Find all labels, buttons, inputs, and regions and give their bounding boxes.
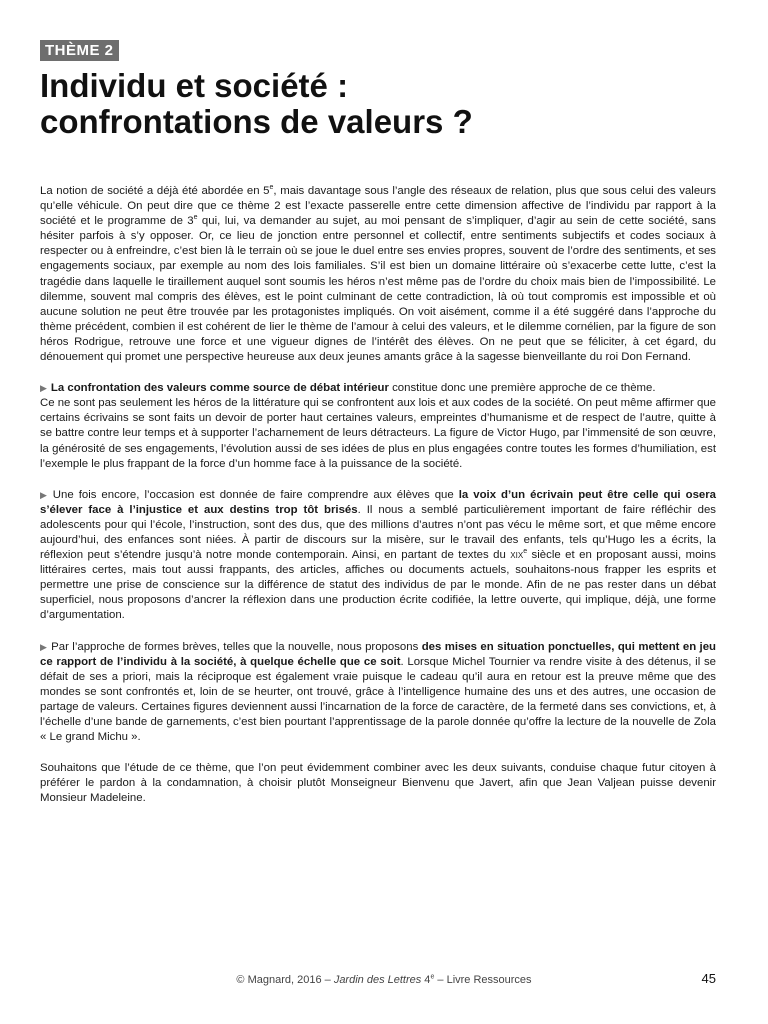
triangle-right-icon: ▶ [40,383,47,394]
superscript: e [193,214,198,222]
paragraph-voice [40,488,716,624]
superscript: e [269,184,274,192]
paragraph-short-forms [40,640,716,746]
paragraph-text: Souhaitons que l’étude de ce thème, que l’on peut évidemment combiner avec les deux suivants, conduise chaque futur citoyen à préférer le pardon à la condamnation, à choisir plutôt Monseigneur Bienvenu que Javert, afin que Jean Valjean puisse devenir Monsieur Madeleine. [40,762,716,805]
paragraph-text: siècle et en proposant aussi, moins littéraires certes, mais tout aussi frappants, des articles, affiches ou documents actuels, souhaitons-nous frapper les esprits et permettre une prise de conscience sur la différence de statut des individus de par le monde. Afin de ne pas rester dans un débat superficiel, nous proposons d’ancrer la réflexion dans une production écrite codifiée, la lettre ouverte, qui implique, déjà, une forme d’argumentation. [40,549,716,622]
paragraph-text: Par l’approche de formes brèves, telles que la nouvelle, nous proposons [51,640,422,653]
footer-credit [0,974,768,986]
intro-text: La notion de société a déjà été abordée en 5 [40,185,270,197]
paragraph-confrontation [40,381,716,396]
paragraph-text: constitue donc une première approche de ce thème. [388,382,656,395]
footer-rest: – Livre Ressources [434,974,532,986]
bold-phrase: La confrontation des valeurs comme source de débat intérieur [50,382,389,395]
bold-phrase: des mises en situation ponctuelles, qui mettent en jeu ce rapport de l’individu à la société, à quelque échelle que ce soit [40,640,717,668]
page-number: 45 [701,971,716,986]
paragraph-writers [40,396,716,471]
copyright-text: © Magnard, 2016 – [236,974,334,986]
superscript: e [523,548,528,556]
paragraph-text: Ce ne sont pas seulement les héros de la littérature qui se confrontent aux lois et aux codes de la société. On peut même affirmer que certains écrivains se sont faits un devoir de porter haut certaines valeurs, empreintes d’humanisme et de respect de l’autre, quitte à se battre contre leur temps et à supporter l’acharnement de leurs détracteurs. La figure de Victor Hugo, par l’immensité de son œuvre, la générosité de ses engagements, l’évolution aussi de ses idées de plus en plus engagées contre toutes les formes d’humiliation, est l’exemple le plus frappant de la force d’un homme face à la puissance de la société. [40,397,717,470]
paragraph-conclusion [40,761,716,806]
title-line-1: Individu et société : [40,67,349,104]
triangle-right-icon: ▶ [40,489,49,500]
paragraph-text: . Il nous a semblé particulièrement important de faire réfléchir des adolescents pour qui l’école, l’instruction, sont des dus, que des millions d’autres n’ont pas vécu le même sort, et que même encore aujourd’hui, des enfances sont niées. À partir de discours sur la misère, sur le travail des enfants, tels qu’Hugo les a écrits, la réflexion peut s’étendre jusqu’à notre monde contemporain. Ainsi, en partant de textes du [40,503,716,562]
page-title [40,68,730,140]
level-text: 4 [421,974,431,986]
superscript: e [430,973,435,981]
paragraph-text: . Lorsque Michel Tournier va rendre visite à des détenus, il se défait de ses a priori, mais la réciproque est également vraie puisque le cadeau qu’il aura en retour est la preuve même que des mondes se sont confrontés et, loin de se heurter, ont trouvé, grâce à l’intelligence humaine des uns et des autres, une occasion de partage de valeurs. Certaines figures deviennent aussi l’incarnation de la force de caractère, de la fermeté dans ses convictions, et, à l’échelle d’une bande de garnements, c’est bien pourtant l’apprentissage de la parole donnée qu’offre la lecture de la nouvelle de Zola « Le grand Michu ». [40,655,716,744]
intro-paragraph [40,184,716,365]
bold-phrase: la voix d’un écrivain peut être celle qui osera s’élever face à l’injustice et aux destins trop tôt brisés [40,488,717,516]
paragraph-text: Une fois encore, l’occasion est donnée de faire comprendre aux élèves que [52,488,459,501]
theme-tag: THÈME 2 [40,40,119,61]
century-numeral: XIX [510,551,524,561]
body-text [40,184,716,806]
title-line-2: confrontations de valeurs ? [40,103,473,140]
intro-text: , mais davantage sous l’angle des réseaux de relation, plus que sous celui des valeurs qu’elle véhicule. On peut dire que ce thème 2 est l’exacte passerelle entre cette dimension affective de l’individu par rapport à la société et le programme de 3 [40,185,716,228]
triangle-right-icon: ▶ [40,641,48,652]
book-title: Jardin des Lettres [333,974,422,986]
intro-text: qui, lui, va demander au sujet, au moi pensant de s’impliquer, d’agir au sein de cette société, sans hésiter parfois à s’y opposer. Or, ce lieu de jonction entre personnel et collectif, entre sentiments subjectifs et codes sociaux à respecter ou à enfreindre, c’est bien là le terrain où se joue le duel entre ses envies propres, souvent de l’ordre des sentiments, et ses engagements sociaux, par exemple au nom des lois familiales. S’il est bien un domaine littéraire où s’exacerbe cette lutte, c’est la tragédie dans laquelle le tiraillement auquel sont soumis les héros n’est même pas de l’ordre du choix mais bien de l’impossibilité. Le dilemme, souvent mal compris des élèves, est le point culminant de cette contradiction, là où tout compromis est impossible et où aucune solution ne peut être trouvée par les protagonistes impliqués. On voit aisément, comme il a été suggéré dans l’approche du thème précédent, combien il est cohérent de lier le thème de l’amour à celui des valeurs, et le dilemme cornélien, par la figure de son héros Rodrigue, retrouve une force et une vigueur dignes de l’intérêt des élèves. On ne peut que se féliciter, à cet égard, du dénouement qui promet une perspective heureuse aux deux jeunes amants grâce à la sagesse bienveillante du roi Don Fernand. [40,215,716,364]
